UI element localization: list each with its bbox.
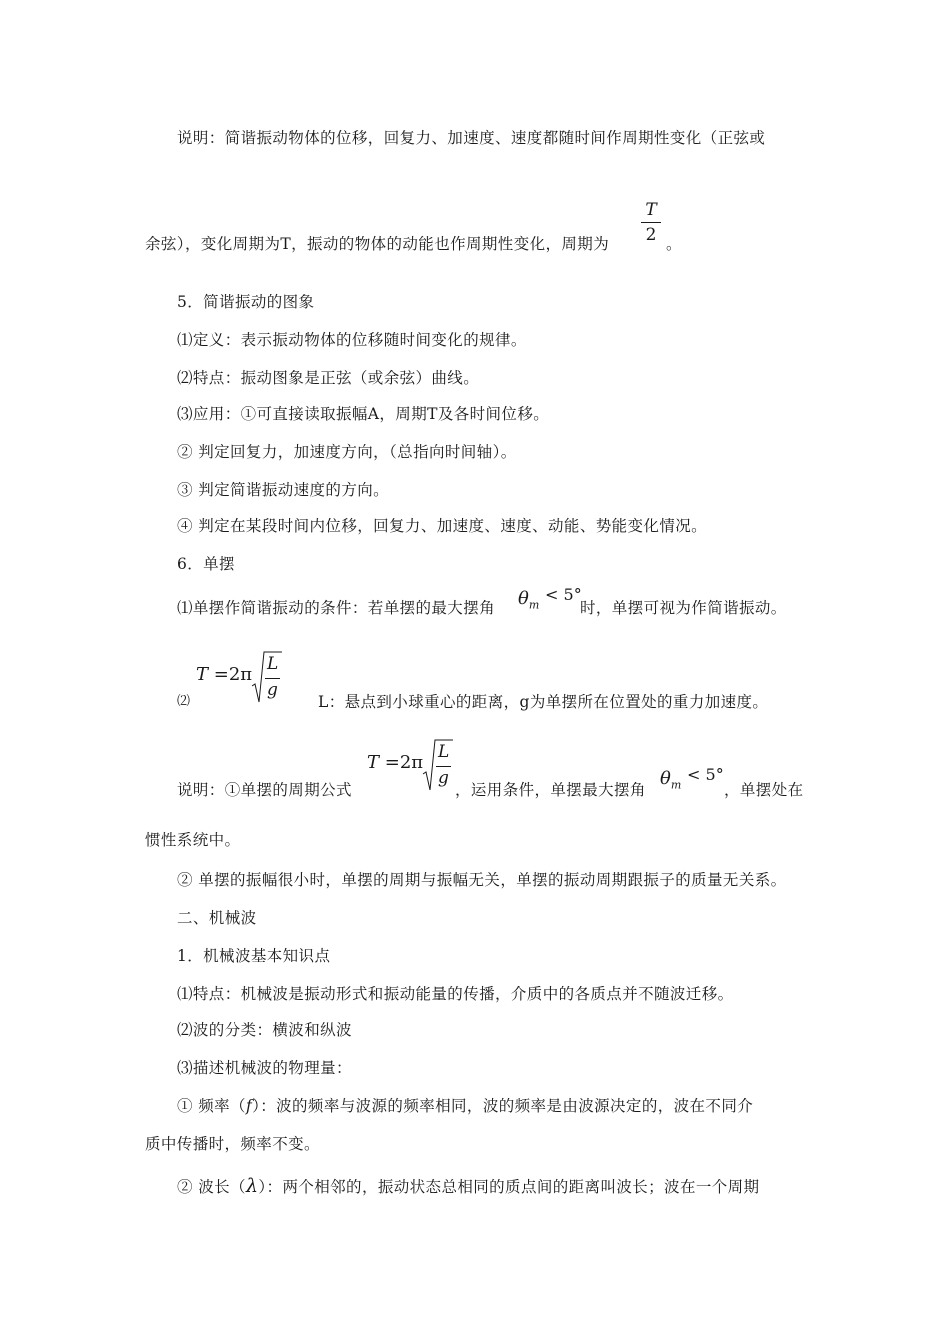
frequency-symbol-f: f <box>245 1097 253 1115</box>
sqrt-l-over-g-2 <box>423 738 453 794</box>
section-6-heading: 6．单摆 <box>177 555 235 573</box>
note-formula-text-b: ，运用条件，单摆最大摆角 <box>455 781 646 799</box>
paragraph-note-1: 说明：简谐振动物体的位移，回复力、加速度、速度都随时间作周期性变化（正弦或 <box>177 129 766 147</box>
item-5-3: ⑶应用：①可直接读取振幅A，周期T及各时间位移。 <box>177 405 550 423</box>
theta-subscript: m <box>528 598 540 612</box>
wavelength-symbol-lambda: λ <box>245 1175 259 1197</box>
max-angle-condition-2 <box>660 765 724 792</box>
fraction-numerator: T <box>645 200 657 220</box>
less-than-5-degrees-2: < 5° <box>687 765 724 784</box>
item-6-2-text: L：悬点到小球重心的距离，g为单摆所在位置处的重力加速度。 <box>318 693 769 711</box>
item-5-5: ③ 判定简谐振动速度的方向。 <box>177 481 390 499</box>
item-6-2-marker: ⑵ <box>177 694 191 709</box>
wave-frequency-line <box>177 1096 753 1116</box>
sqrt-fraction-bar <box>265 678 280 679</box>
wave-item-1: ⑴特点：机械波是振动形式和振动能量的传播，介质中的各质点并不随波迁移。 <box>177 985 734 1003</box>
wave-item-2: ⑵波的分类：横波和纵波 <box>177 1021 352 1039</box>
sqrt-fraction-bar-2 <box>436 766 451 767</box>
item-5-6: ④ 判定在某段时间内位移，回复力、加速度、速度、动能、势能变化情况。 <box>177 517 708 535</box>
fraction-denominator: 2 <box>645 225 657 245</box>
note-formula-text-c: ，单摆处在 <box>724 781 804 799</box>
sqrt-l-over-g-1 <box>252 650 282 706</box>
note-2: ② 单摆的振幅很小时，单摆的周期与振幅无关，单摆的振动周期跟振子的质量无关系。 <box>177 871 787 889</box>
wavelength-text: ）：两个相邻的，振动状态总相同的质点间的距离叫波长；波在一个周期 <box>258 1178 760 1196</box>
section-2-1-heading: 1．机械波基本知识点 <box>177 947 331 965</box>
section-5-heading: 5．简谐振动的图象 <box>177 293 315 311</box>
wave-item-3: ⑶描述机械波的物理量： <box>177 1059 352 1077</box>
item-6-1-text-a: ⑴单摆作简谐振动的条件：若单摆的最大摆角 <box>177 599 496 617</box>
period-formula-1 <box>196 664 252 685</box>
note-formula-text-a: 说明：①单摆的周期公式 <box>177 781 352 799</box>
period-formula-2 <box>367 752 423 773</box>
item-5-1: ⑴定义：表示振动物体的位移随时间变化的规律。 <box>177 331 527 349</box>
sqrt-denominator-g-2: g <box>438 768 449 788</box>
item-5-2: ⑵特点：振动图象是正弦（或余弦）曲线。 <box>177 369 480 387</box>
paragraph-note-2 <box>145 234 609 254</box>
wave-wavelength-line <box>177 1176 759 1197</box>
theta-subscript-2: m <box>670 778 682 792</box>
frequency-label: ① 频率（ <box>177 1097 246 1115</box>
note-2-period-end: 。 <box>666 235 682 253</box>
item-6-1-text-b: 时，单摆可视为作简谐振动。 <box>580 599 787 617</box>
wavelength-label: ② 波长（ <box>177 1178 246 1196</box>
formula-equals-2pi: =2π <box>213 664 253 685</box>
formula-t: T <box>196 664 209 685</box>
theta-symbol-2: θ <box>660 768 671 789</box>
formula-t-2: T <box>367 752 380 773</box>
sqrt-numerator-l-2: L <box>438 742 450 762</box>
max-angle-condition-1 <box>518 585 582 612</box>
note-formula-text-d: 惯性系统中。 <box>145 831 241 849</box>
item-6-1 <box>177 598 495 618</box>
sqrt-denominator-g: g <box>267 680 278 700</box>
theta-symbol: θ <box>518 588 529 609</box>
chapter-2-heading: 二、机械波 <box>177 909 257 927</box>
frequency-text: ）：波的频率与波源的频率相同，波的频率是由波源决定的，波在不同介 <box>252 1097 754 1115</box>
fraction-t-over-2 <box>641 200 661 245</box>
sqrt-numerator-l: L <box>267 654 279 674</box>
item-5-4: ② 判定回复力，加速度方向，（总指向时间轴）。 <box>177 443 517 461</box>
fraction-bar <box>641 222 661 223</box>
formula-equals-2pi-2: =2π <box>384 752 424 773</box>
less-than-5-degrees: < 5° <box>545 585 582 604</box>
wave-frequency-continued: 质中传播时，频率不变。 <box>145 1135 320 1153</box>
note-2-text: 余弦），变化周期为T，振动的物体的动能也作周期性变化，周期为 <box>145 235 610 253</box>
